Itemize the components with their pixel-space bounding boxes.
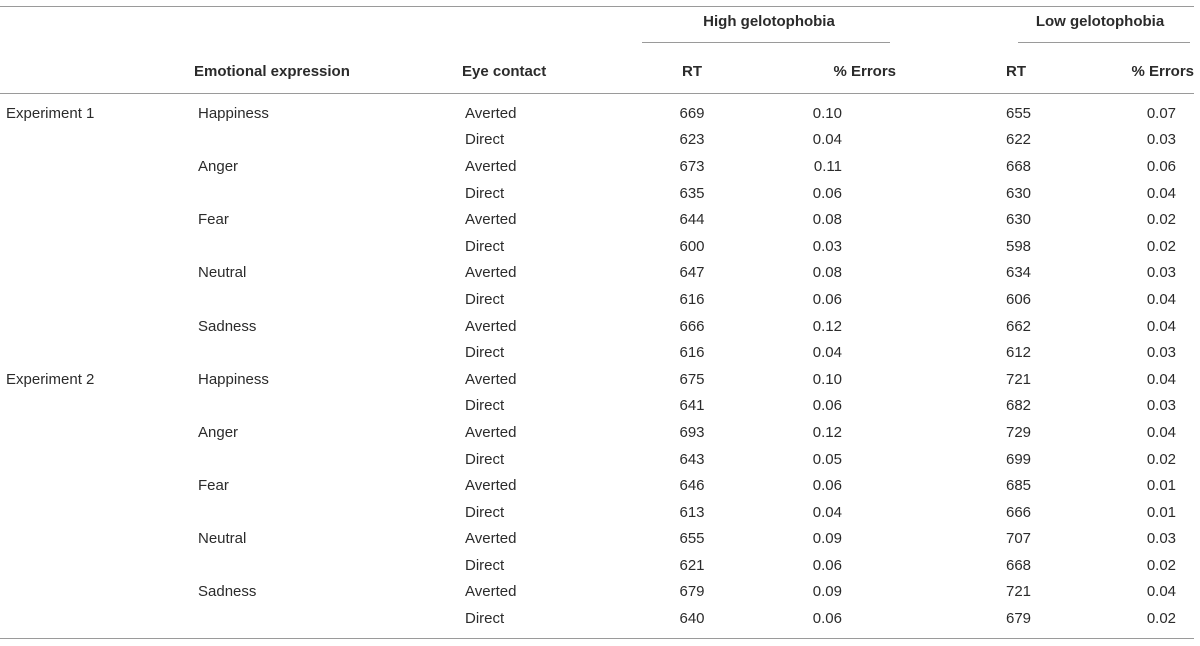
low-rt-cell: 630 (1006, 184, 1032, 202)
emotion-cell: Anger (198, 157, 239, 175)
eye-contact-cell: Direct (465, 503, 505, 521)
high-errors-cell: 0.12 (812, 317, 842, 335)
low-rt-cell: 666 (1006, 503, 1032, 521)
high-errors-cell: 0.06 (812, 610, 842, 628)
emotion-cell: Fear (198, 477, 229, 495)
low-errors-cell: 0.01 (1146, 503, 1177, 521)
table-row (0, 260, 1194, 287)
table-row (0, 499, 1194, 526)
low-rt-cell: 662 (1006, 317, 1032, 335)
table-header (0, 7, 1194, 94)
experiment-cell (0, 579, 194, 606)
low-rt-cell: 598 (1006, 237, 1032, 255)
experiment-cell (0, 393, 194, 420)
high-rt-cell: 621 (679, 556, 705, 574)
low-gelotophobia-rule (1018, 42, 1190, 43)
gap-cell (896, 499, 1006, 526)
high-errors-cell: 0.06 (812, 184, 842, 202)
low-rt-cell: 655 (1006, 104, 1032, 122)
table-row (0, 393, 1194, 420)
emotion-cell (194, 180, 462, 207)
experiment-cell (0, 446, 194, 473)
high-rt-cell: 644 (679, 211, 705, 229)
emotion-cell (194, 446, 462, 473)
table-row (0, 552, 1194, 579)
table-row (0, 313, 1194, 340)
low-gelotophobia-header (1006, 7, 1194, 50)
high-rt-cell: 675 (679, 370, 705, 388)
table-row (0, 446, 1194, 473)
gap-cell (896, 206, 1006, 233)
high-rt-cell: 655 (679, 530, 705, 548)
emotion-cell: Fear (198, 211, 229, 229)
gap-cell (896, 366, 1006, 393)
high-errors-cell: 0.08 (812, 264, 842, 282)
gap-cell (896, 393, 1006, 420)
low-errors-cell: 0.03 (1146, 397, 1177, 415)
high-errors-cell: 0.12 (812, 423, 842, 441)
emotion-cell: Happiness (198, 104, 269, 122)
high-errors-cell: 0.09 (812, 583, 842, 601)
low-errors-cell: 0.04 (1146, 423, 1177, 441)
experiment-cell (0, 499, 194, 526)
eye-contact-cell: Averted (465, 583, 517, 601)
results-table (0, 6, 1194, 639)
experiment-cell (0, 419, 194, 446)
gap-cell (896, 579, 1006, 606)
high-rt-cell: 673 (679, 157, 705, 175)
table-row (0, 579, 1194, 606)
high-rt-cell: 666 (679, 317, 705, 335)
high-gelotophobia-rule (642, 42, 890, 43)
eye-contact-cell: Averted (465, 157, 517, 175)
high-errors-cell: 0.06 (812, 290, 842, 308)
low-errors-cell: 0.07 (1146, 104, 1177, 122)
table-body (0, 94, 1194, 639)
emotion-cell (194, 499, 462, 526)
high-errors-cell: 0.08 (812, 211, 842, 229)
experiment-cell (0, 233, 194, 260)
high-rt-cell: 635 (679, 184, 705, 202)
low-errors-cell: 0.02 (1146, 450, 1177, 468)
high-rt-cell: 669 (679, 104, 705, 122)
gap-cell (896, 233, 1006, 260)
low-rt-cell: 679 (1006, 610, 1032, 628)
eye-contact-header: Eye contact (462, 49, 642, 94)
experiment-column-header (0, 49, 194, 94)
group-header-row (0, 7, 1194, 50)
high-rt-cell: 647 (679, 264, 705, 282)
experiment-cell (0, 260, 194, 287)
high-rt-cell: 679 (679, 583, 705, 601)
emotion-cell (194, 393, 462, 420)
high-rt-header: RT (642, 49, 742, 94)
high-errors-cell: 0.06 (812, 556, 842, 574)
low-rt-cell: 612 (1006, 344, 1032, 362)
low-rt-cell: 622 (1006, 131, 1032, 149)
table-row (0, 605, 1194, 638)
high-errors-cell: 0.05 (812, 450, 842, 468)
low-errors-cell: 0.01 (1146, 477, 1177, 495)
high-gelotophobia-header (642, 7, 896, 50)
eye-contact-cell: Direct (465, 450, 505, 468)
experiment-cell: Experiment 2 (6, 370, 95, 388)
high-rt-cell: 646 (679, 477, 705, 495)
low-rt-cell: 721 (1006, 583, 1032, 601)
eye-contact-cell: Averted (465, 211, 517, 229)
low-errors-cell: 0.02 (1146, 556, 1177, 574)
eye-contact-cell: Averted (465, 317, 517, 335)
emotion-cell (194, 605, 462, 638)
emotion-cell: Sadness (198, 583, 257, 601)
low-rt-cell: 729 (1006, 423, 1032, 441)
low-rt-cell: 721 (1006, 370, 1032, 388)
table-row (0, 366, 1194, 393)
low-errors-cell: 0.03 (1146, 530, 1177, 548)
emotion-cell (194, 552, 462, 579)
low-rt-cell: 668 (1006, 556, 1032, 574)
experiment-cell (0, 526, 194, 553)
eye-contact-cell: Direct (465, 237, 505, 255)
eye-contact-cell: Direct (465, 556, 505, 574)
eye-contact-cell: Averted (465, 370, 517, 388)
high-rt-cell: 600 (679, 237, 705, 255)
gap-cell (896, 446, 1006, 473)
high-errors-cell: 0.10 (812, 370, 842, 388)
eye-contact-cell: Direct (465, 184, 505, 202)
table-row (0, 206, 1194, 233)
experiment-cell (0, 286, 194, 313)
low-errors-cell: 0.04 (1146, 290, 1177, 308)
table-row (0, 233, 1194, 260)
gap-cell (896, 552, 1006, 579)
group-header-spacer (0, 7, 642, 50)
low-rt-cell: 634 (1006, 264, 1032, 282)
table-row (0, 286, 1194, 313)
table-row (0, 94, 1194, 127)
emotion-cell: Sadness (198, 317, 257, 335)
experiment-cell (0, 552, 194, 579)
high-rt-cell: 616 (679, 344, 705, 362)
eye-contact-cell: Averted (465, 104, 517, 122)
eye-contact-cell: Averted (465, 423, 517, 441)
gap-cell (896, 260, 1006, 287)
low-errors-cell: 0.02 (1146, 211, 1177, 229)
low-errors-cell: 0.04 (1146, 583, 1177, 601)
low-rt-cell: 668 (1006, 157, 1032, 175)
gap-cell (896, 339, 1006, 366)
eye-contact-cell: Averted (465, 530, 517, 548)
experiment-cell (0, 472, 194, 499)
low-rt-cell: 707 (1006, 530, 1032, 548)
high-rt-cell: 616 (679, 290, 705, 308)
high-rt-cell: 640 (679, 610, 705, 628)
gap-cell (896, 419, 1006, 446)
gap-cell (896, 472, 1006, 499)
low-errors-cell: 0.04 (1146, 370, 1177, 388)
gap-cell (896, 153, 1006, 180)
high-rt-cell: 641 (679, 397, 705, 415)
experiment-cell (0, 180, 194, 207)
low-errors-cell: 0.03 (1146, 131, 1177, 149)
table-row (0, 419, 1194, 446)
experiment-cell (0, 339, 194, 366)
table-row (0, 180, 1194, 207)
low-rt-cell: 606 (1006, 290, 1032, 308)
gap-cell (896, 94, 1006, 127)
low-errors-cell: 0.06 (1146, 157, 1177, 175)
eye-contact-cell: Averted (465, 264, 517, 282)
emotion-cell: Neutral (198, 264, 247, 282)
high-rt-cell: 623 (679, 131, 705, 149)
experiment-cell (0, 313, 194, 340)
table-row (0, 472, 1194, 499)
experiment-cell (0, 127, 194, 154)
low-rt-cell: 682 (1006, 397, 1032, 415)
experiment-cell (0, 206, 194, 233)
experiment-cell: Experiment 1 (6, 104, 95, 122)
gap-cell (896, 127, 1006, 154)
eye-contact-cell: Direct (465, 344, 505, 362)
gap-header (896, 49, 1006, 94)
emotion-cell (194, 339, 462, 366)
group-gap (896, 7, 1006, 50)
table-row (0, 339, 1194, 366)
gap-cell (896, 286, 1006, 313)
low-rt-cell: 699 (1006, 450, 1032, 468)
high-errors-cell: 0.10 (812, 104, 842, 122)
emotional-expression-header: Emotional expression (194, 49, 462, 94)
low-rt-cell: 630 (1006, 211, 1032, 229)
emotion-cell: Neutral (198, 530, 247, 548)
gap-cell (896, 526, 1006, 553)
high-errors-cell: 0.06 (812, 397, 842, 415)
eye-contact-cell: Direct (465, 610, 505, 628)
high-errors-cell: 0.03 (812, 237, 842, 255)
high-errors-cell: 0.06 (812, 477, 842, 495)
eye-contact-cell: Averted (465, 477, 517, 495)
high-errors-header: % Errors (742, 49, 896, 94)
low-errors-cell: 0.03 (1146, 344, 1177, 362)
experiment-cell (0, 605, 194, 638)
gap-cell (896, 180, 1006, 207)
low-errors-cell: 0.02 (1146, 610, 1177, 628)
high-errors-cell: 0.04 (812, 131, 842, 149)
low-gelotophobia-label: Low gelotophobia (1035, 13, 1165, 30)
high-errors-cell: 0.04 (812, 503, 842, 521)
low-errors-cell: 0.03 (1146, 264, 1177, 282)
gap-cell (896, 313, 1006, 340)
column-header-row (0, 49, 1194, 94)
table-row (0, 153, 1194, 180)
table-row (0, 526, 1194, 553)
low-errors-cell: 0.04 (1146, 317, 1177, 335)
high-rt-cell: 693 (679, 423, 705, 441)
high-rt-cell: 613 (679, 503, 705, 521)
emotion-cell: Happiness (198, 370, 269, 388)
low-rt-cell: 685 (1006, 477, 1032, 495)
gap-cell (896, 605, 1006, 638)
high-errors-cell: 0.04 (812, 344, 842, 362)
table-row (0, 127, 1194, 154)
low-rt-header: RT (1006, 49, 1056, 94)
high-rt-cell: 643 (679, 450, 705, 468)
eye-contact-cell: Direct (465, 290, 505, 308)
experiment-cell (0, 153, 194, 180)
low-errors-cell: 0.04 (1146, 184, 1177, 202)
emotion-cell (194, 233, 462, 260)
low-errors-header: % Errors (1056, 49, 1194, 94)
high-errors-cell: 0.09 (812, 530, 842, 548)
emotion-cell (194, 127, 462, 154)
high-errors-cell: 0.11 (813, 157, 842, 175)
emotion-cell: Anger (198, 423, 239, 441)
eye-contact-cell: Direct (465, 131, 505, 149)
emotion-cell (194, 286, 462, 313)
high-gelotophobia-label: High gelotophobia (703, 13, 835, 30)
low-errors-cell: 0.02 (1146, 237, 1177, 255)
eye-contact-cell: Direct (465, 397, 505, 415)
